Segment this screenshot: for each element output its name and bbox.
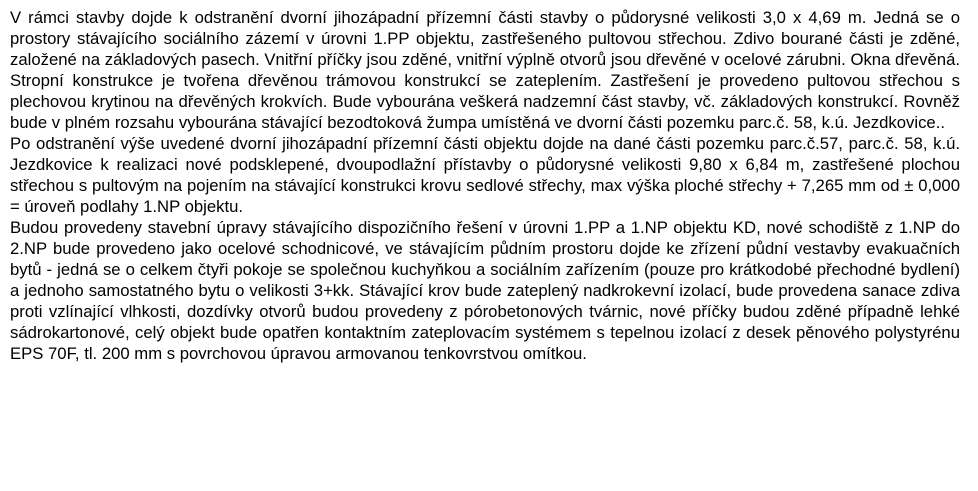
document-body xyxy=(10,7,960,364)
paragraph-alterations: Budou provedeny stavební úpravy stávajícího dispozičního řešení v úrovni 1.PP a 1.NP objektu KD, nové schodiště z 1.NP do 2.NP bude provedeno jako ocelové schodnicové, ve stávajícím půdním prostoru dojde ke zřízení půdní vestavby evakuačních bytů - jedná se o celkem čtyři pokoje se společnou kuchyňkou a sociálním zařízením (pouze pro krátkodobé přechodné bydlení) a jednoho samostatného bytu o velikosti 3+kk. Stávající krov bude zateplený nadkrokevní izolací, bude provedena sanace zdiva proti vzlínající vlhkosti, dozdívky otvorů budou provedeny z pórobetonových tvárnic, nové příčky budou zděné případně lehké sádrokartonové, celý objekt bude opatřen kontaktním zateplovacím systémem s tepelnou izolací z desek pěnového polystyrénu EPS 70F, tl. 200 mm s povrchovou úpravou armovanou tenkovrstvou omítkou. xyxy=(10,218,960,363)
paragraph-extension: Po odstranění výše uvedené dvorní jihozápadní přízemní části objektu dojde na dané části pozemku parc.č.57, parc.č. 58, k.ú. Jezdkovice k realizaci nové podsklepené, dvoupodlažní přístavby o půdorysné velikosti 9,80 x 6,84 m, zastřešené plochou střechou s pultovým na pojením na stávající konstrukci krovu sedlové střechy, max výška ploché střechy + 7,265 mm od ± 0,000 = úroveň podlahy 1.NP objektu. xyxy=(10,134,960,216)
paragraph-demolition: V rámci stavby dojde k odstranění dvorní jihozápadní přízemní části stavby o půdorysné velikosti 3,0 x 4,69 m. Jedná se o prostory stávajícího sociálního zázemí v úrovni 1.PP objektu, zastřešeného pultovou střechou. Zdivo bourané části je zděné, založené na základových pasech. Vnitřní příčky jsou zděné, vnitřní výplně otvorů jsou dřevěné v ocelové zárubni. Okna dřevěná. Stropní konstrukce je tvořena dřevěnou trámovou konstrukcí se zateplením. Zastřešení je provedeno pultovou střechou s plechovou krytinou na dřevěných krokvích. Bude vybourána veškerá nadzemní část stavby, vč. základových konstrukcí. Rovněž bude v plném rozsahu vybourána stávající bezodtoková žumpa umístěná ve dvorní části pozemku parc.č. 58, k.ú. Jezdkovice.. xyxy=(10,8,960,132)
